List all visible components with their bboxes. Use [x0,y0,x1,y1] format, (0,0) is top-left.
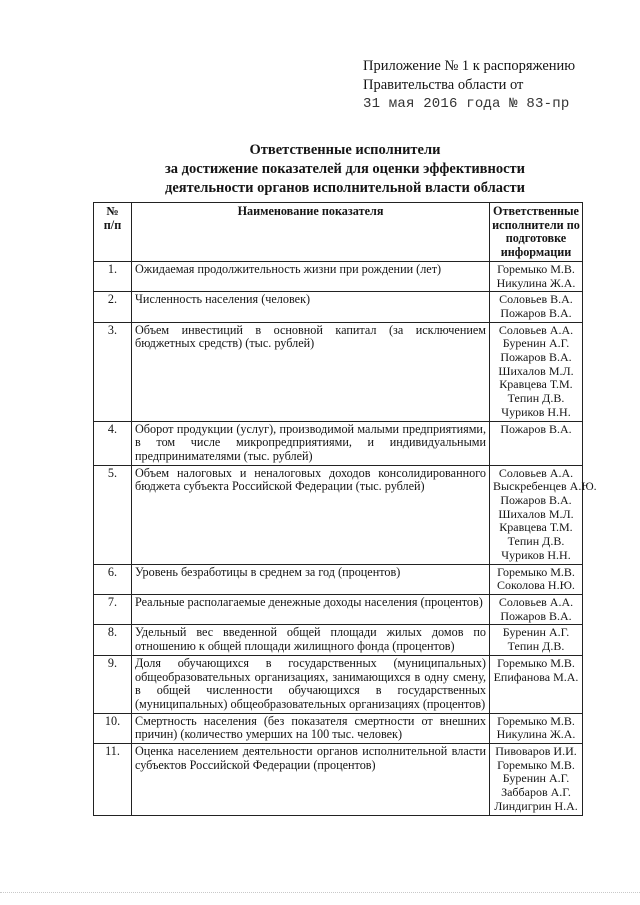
indicator-name: Доля обучающихся в государственных (муниципальных) общеобразовательных организациях, занимающихся в одну смену, в общей численности обучающихся в государственных (муниципальных) общеобразовательных организациях (процентов) [132,655,490,713]
table-row [94,421,583,465]
responsibles-table [93,202,597,816]
responsible-person: Выскребенцев А.Ю. [493,479,597,494]
row-number: 3. [94,322,132,421]
header-line-3-date: 31 мая 2016 года № 83-пр [363,96,570,112]
responsibles-cell [490,564,583,594]
indicator-name: Объем инвестиций в основной капитал (за исключением бюджетных средств) (тыс. рублей) [132,322,490,421]
responsibles-cell [490,322,583,421]
title-line-3: деятельности органов исполнительной власти области [165,180,525,196]
indicator-name: Реальные располагаемые денежные доходы населения (процентов) [132,594,490,624]
table-row [94,655,583,713]
responsible-person: Горемыко М.В. [497,655,575,670]
responsible-person: Соловьев А.А. [498,465,574,480]
responsible-person: Горемыко М.В. [497,757,575,772]
row-number: 6. [94,564,132,594]
header-responsibles: Ответственные исполнители по подготовке информации [490,203,583,262]
responsible-person: Пожаров В.А. [500,608,572,623]
table-row [94,625,583,655]
responsible-person: Соколова Н.Ю. [497,578,575,593]
responsible-person: Соловьев А.А. [498,594,574,609]
row-number: 1. [94,261,132,291]
title-line-1: Ответственные исполнители [249,142,441,158]
responsible-person: Кравцева Т.М. [499,377,573,392]
table-row [94,744,583,816]
responsible-person: Шихалов М.Л. [498,363,574,378]
responsible-person: Никулина Ж.А. [496,727,576,742]
responsible-person: Линдигрин Н.А. [494,798,578,813]
indicator-name: Уровень безработицы в среднем за год (процентов) [132,564,490,594]
row-number: 10. [94,713,132,743]
responsible-person: Никулина Ж.А. [496,275,576,290]
responsible-person: Горемыко М.В. [497,713,575,728]
row-number: 9. [94,655,132,713]
table-row [94,465,583,564]
table-row [94,261,583,291]
row-number: 4. [94,421,132,465]
indicator-name: Оценка населением деятельности органов исполнительной власти субъектов Российской Федерации (процентов) [132,744,490,816]
header-indicator-name: Наименование показателя [132,203,490,262]
responsible-person: Тепин Д.В. [507,391,565,406]
responsibles-cell [490,744,583,816]
indicator-name: Удельный вес введенной общей площади жилых домов по отношению к общей площади жилищного фонда (процентов) [132,625,490,655]
table-row [94,713,583,743]
responsible-person: Кравцева Т.М. [499,520,573,535]
row-number: 11. [94,744,132,816]
responsible-person: Горемыко М.В. [497,261,575,276]
responsibles-cell [490,292,583,322]
responsibles-cell [490,713,583,743]
table-body [94,261,597,815]
responsible-person: Пожаров В.А. [500,421,572,436]
row-number: 8. [94,625,132,655]
responsible-person: Буренин А.Г. [502,771,570,786]
responsible-person: Чуриков Н.Н. [501,404,571,419]
responsibles-cell [490,655,583,713]
indicator-name: Ожидаемая продолжительность жизни при рождении (лет) [132,261,490,291]
header-line-1: Приложение № 1 к распоряжению [363,58,576,74]
table-row [94,594,583,624]
header-line-2: Правительства области от [363,77,524,93]
responsible-person: Горемыко М.В. [497,564,575,579]
responsibles-cell [490,465,597,564]
indicator-name: Объем налоговых и неналоговых доходов консолидированного бюджета субъекта Российской Федерации (тыс. рублей) [132,465,490,564]
responsibles-cell [490,261,583,291]
responsible-person: Пожаров В.А. [500,305,572,320]
row-number: 2. [94,292,132,322]
document-title [95,141,595,198]
table-row [94,564,583,594]
responsible-person: Чуриков Н.Н. [501,547,571,562]
header-num: № п/п [94,203,132,262]
responsible-person: Заббаров А.Г. [501,785,571,800]
responsibles-cell [490,625,583,655]
title-line-2: за достижение показателей для оценки эффективности [164,161,526,177]
responsible-person: Епифанова М.А. [493,669,579,684]
responsible-person: Пивоваров И.И. [495,744,577,759]
row-number: 7. [94,594,132,624]
responsible-person: Буренин А.Г. [502,625,570,640]
indicator-name: Смертность населения (без показателя смертности от внешних причин) (количество умерших на 100 тыс. человек) [132,713,490,743]
responsible-person: Пожаров В.А. [500,493,572,508]
table-row [94,322,583,421]
scan-artifact-line [0,892,640,894]
responsibles-cell [490,421,583,465]
responsible-person: Тепин Д.В. [507,639,565,654]
table-header-row [94,203,583,262]
indicator-name: Численность населения (человек) [132,292,490,322]
responsible-person: Пожаров В.А. [500,350,572,365]
responsible-person: Соловьев В.А. [499,292,573,307]
responsibles-cell [490,594,583,624]
responsible-person: Тепин Д.В. [507,534,565,549]
table-row [94,292,583,322]
responsible-person: Соловьев А.А. [498,322,574,337]
row-number: 5. [94,465,132,564]
indicator-name: Оборот продукции (услуг), производимой малыми предприятиями, в том числе микропредприятиями, и индивидуальными предпринимателями (тыс. рублей) [132,421,490,465]
appendix-header [363,57,633,114]
responsible-person: Шихалов М.Л. [498,506,574,521]
responsible-person: Буренин А.Г. [502,336,570,351]
